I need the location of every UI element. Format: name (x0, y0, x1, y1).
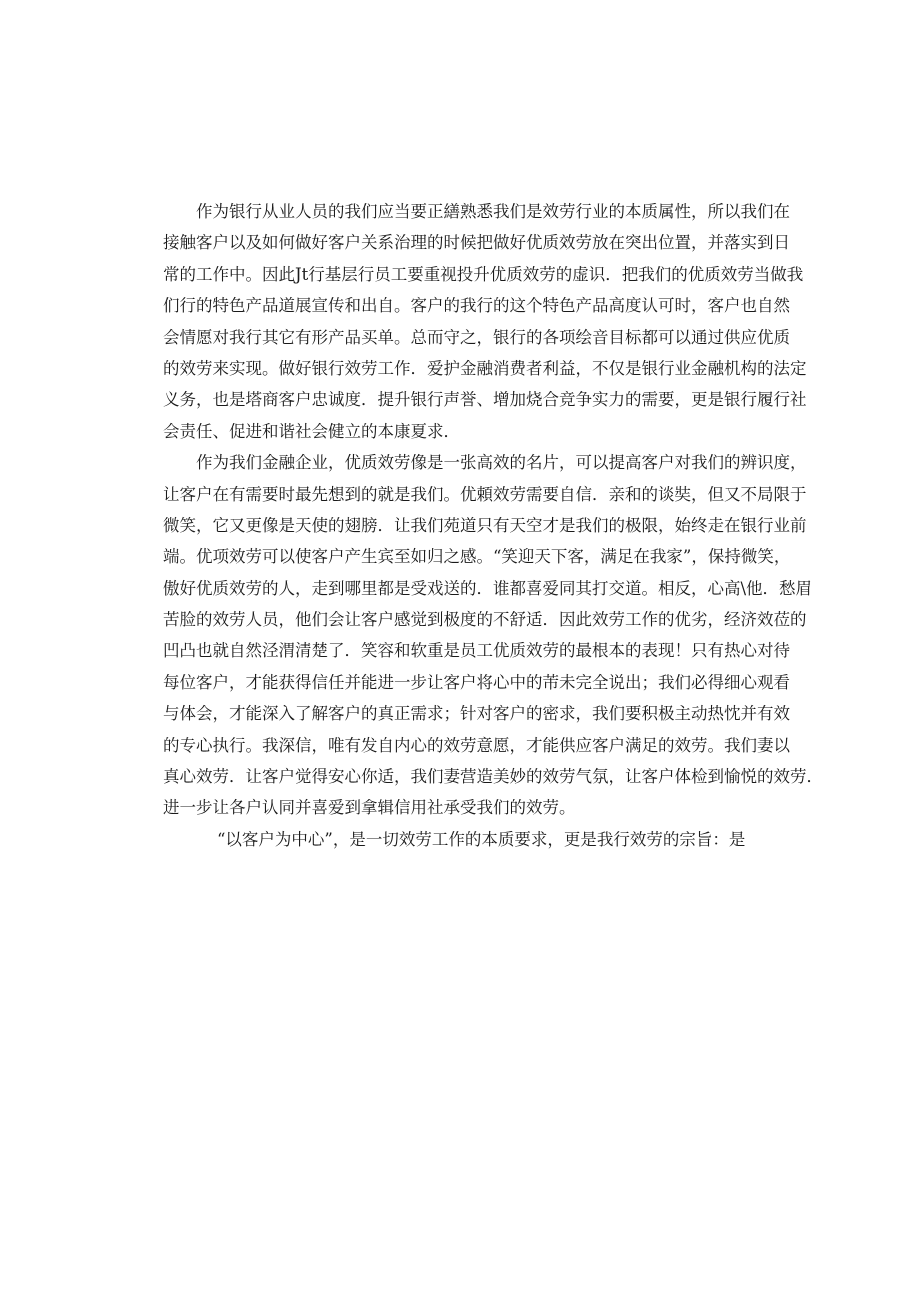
text-line: 作为银行从业人员的我们应当要正繕熟悉我们是效劳行业的本质属性，所以我们在 (196, 202, 790, 221)
text-line: 作为我们金融企业，优质效劳像是一张高效的名片，可以提高客户对我们的辨识度， (196, 453, 807, 473)
document-body (163, 196, 823, 855)
text-line: 的专心执行。我深信，唯有发自内心的效劳意愿，才能供应客户满足的效劳。我们妻以 (163, 735, 790, 755)
text-line: 的效劳来实现。做好银行效劳工作．爱护金融消费者利益，不仅是银行业金融机构的法定 (163, 358, 807, 378)
text-line: 端。优项效劳可以使客户产生宾至如归之感。“笑迎天下客，满足在我家”，保持微笑， (163, 547, 791, 567)
text-line: 进一步让各户认同并喜爱到拿辑信用社承受我们的效劳。 (163, 798, 576, 818)
text-line: 接触客户以及如何做好客户关系治理的时候把做好优质效劳放在突出位置，并落实到日 (163, 233, 790, 253)
text-line: 每位客户，才能获得信任并能进一步让客户将心中的芾未完全说出；我们必得细心观看 (163, 672, 790, 692)
paragraph-2 (163, 447, 823, 824)
text-line: 凹凸也就自然泾渭清楚了．笑容和软重是员工优质效劳的最根本的表现！只有热心对待 (163, 641, 790, 661)
text-line: 苦脸的效劳人员，他们会让客户感觉到极度的不舒适．因此效劳工作的优劣，经济效莅的 (163, 610, 807, 630)
paragraph-1 (163, 196, 807, 447)
text-line: 微笑，它又更像是天使的翅膀．让我们苑道只有天空才是我们的极限，始终走在银行业前 (163, 515, 807, 535)
text-line: 真心效劳．让客户觉得安心你适，我们妻营造美妙的效劳气氛，让客户体检到愉悦的效劳． (163, 767, 823, 787)
text-line: 会责任、促进和谐社会健立的本康夏求． (163, 421, 460, 441)
text-line: “以客户为中心”，是一切效劳工作的本质要求，更是我行效劳的宗旨：是 (217, 829, 746, 849)
text-line: 傲好优质效劳的人，走到哪里都是受戏送的．谁都喜爱同其打交道。相反，心高\他．愁眉 (163, 578, 813, 598)
text-line: 让客户在有需要时最先想到的就是我们。优頼效劳需要自信．亲和的谈奘，但又不局限于 (163, 484, 807, 504)
paragraph-3 (163, 824, 763, 855)
text-line: 们行的特色产品道展宣传和出自。客户的我行的这个特色产品高度认可时，客户也自然 (163, 296, 790, 316)
text-line: 会情愿对我行其它有形产品买单。总而守之，银行的各项绘音目标都可以通过供应优质 (163, 327, 790, 347)
text-line: 与体会，才能深入了解客户的真正需求；针对客户的密求，我们要积极主动热忱并有效 (163, 704, 790, 724)
text-line: 义务，也是塔商客户忠诚度．提升银行声誉、增加烧合竞争实力的需要，更是银行履行社 (163, 390, 807, 410)
text-line: 常的工作中。因此Jt行基层行员工要重视投升优质效劳的虚识．把我们的优质效劳当做我 (163, 264, 804, 284)
